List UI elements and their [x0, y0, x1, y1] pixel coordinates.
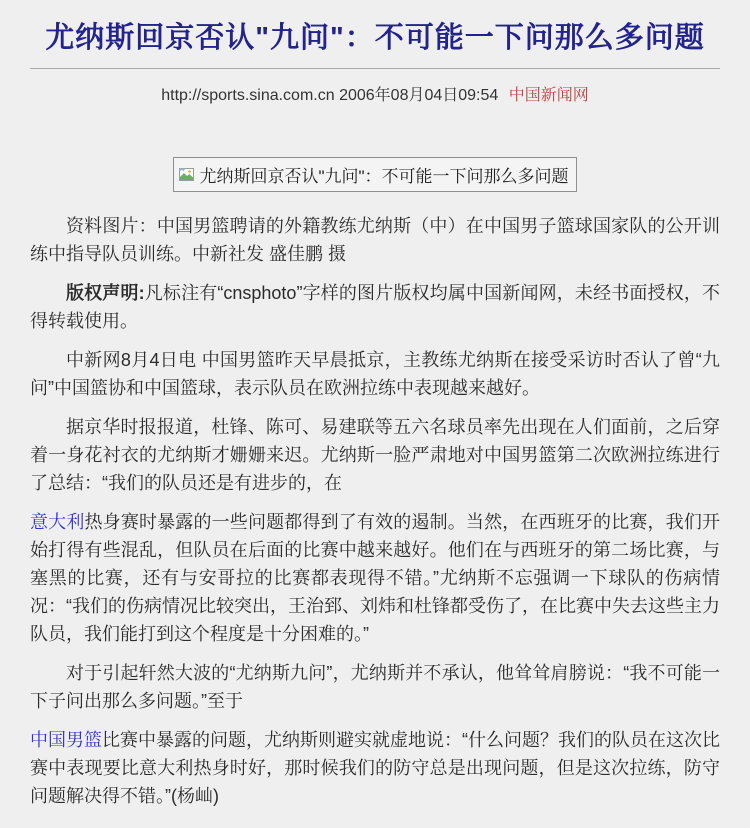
text-segment: 凡标注有“cnsphoto”字样的图片版权均属中国新闻网，未经书面授权，不得转载使用。 — [30, 283, 720, 332]
text-segment: 资料图片：中国男篮聘请的外籍教练尤纳斯（中）在中国男子篮球国家队的公开训练中指导队员训练。中新社发 盛佳鹏 摄 — [30, 216, 720, 265]
inline-link[interactable]: 中国男篮 — [30, 730, 102, 751]
text-segment: 据京华时报报道，杜锋、陈可、易建联等五六名球员率先出现在人们面前，之后穿着一身花衬衣的尤纳斯才姗姗来迟。尤纳斯一脸严肃地对中国男篮第二次欧洲拉练进行了总结：“我们的队员还是有进步的，在 — [30, 417, 720, 494]
text-segment: 对于引起轩然大波的“尤纳斯九问”，尤纳斯并不承认，他耸耸肩膀说：“我不可能一下子问出那么多问题。”至于 — [30, 663, 720, 712]
article-body — [30, 212, 720, 810]
paragraph — [30, 413, 720, 497]
paragraph — [30, 659, 720, 715]
paragraph — [30, 508, 720, 648]
bold-text: 版权声明: — [66, 283, 145, 304]
text-segment: 热身赛时暴露的一些问题都得到了有效的遏制。当然，在西班牙的比赛，我们开始打得有些混乱，但队员在后面的比赛中越来越好。他们在与西班牙的第二场比赛，与塞黑的比赛，还有与安哥拉的比赛都表现得不错。”尤纳斯不忘强调一下球队的伤病情况：“我们的伤病情况比较突出，王治郅、刘炜和杜锋都受伤了，在比赛中失去这些主力队员，我们能打到这个程度是十分困难的。” — [30, 512, 721, 645]
paragraph — [30, 279, 720, 335]
source-line — [30, 82, 720, 105]
paragraph — [30, 346, 720, 402]
paragraph — [30, 212, 720, 268]
broken-image-placeholder[interactable] — [173, 157, 576, 192]
paragraph — [30, 726, 720, 810]
inline-link[interactable]: 意大利 — [30, 512, 85, 533]
broken-image-icon — [178, 166, 196, 184]
text-segment: 中新网8月4日电 中国男篮昨天早晨抵京，主教练尤纳斯在接受采访时否认了曾“九问”中国篮协和中国篮球，表示队员在欧洲拉练中表现越来越好。 — [30, 350, 720, 399]
image-alt-text: 尤纳斯回京否认"九问"：不可能一下问那么多问题 — [199, 167, 569, 187]
source-url-date: http://sports.sina.com.cn 2006年08月04日09:54 — [161, 87, 499, 105]
page-title: 尤纳斯回京否认"九问"：不可能一下问那么多问题 — [45, 22, 705, 54]
article-page — [0, 20, 750, 810]
source-site-link[interactable]: 中国新闻网 — [508, 87, 589, 105]
text-segment: 比赛中暴露的问题，尤纳斯则避实就虚地说：“什么问题？我们的队员在这次比赛中表现要比意大利热身时好，那时候我们的防守总是出现问题，但是这次拉练，防守问题解决得不错。”(杨屾) — [30, 730, 720, 807]
title-divider — [30, 68, 720, 69]
